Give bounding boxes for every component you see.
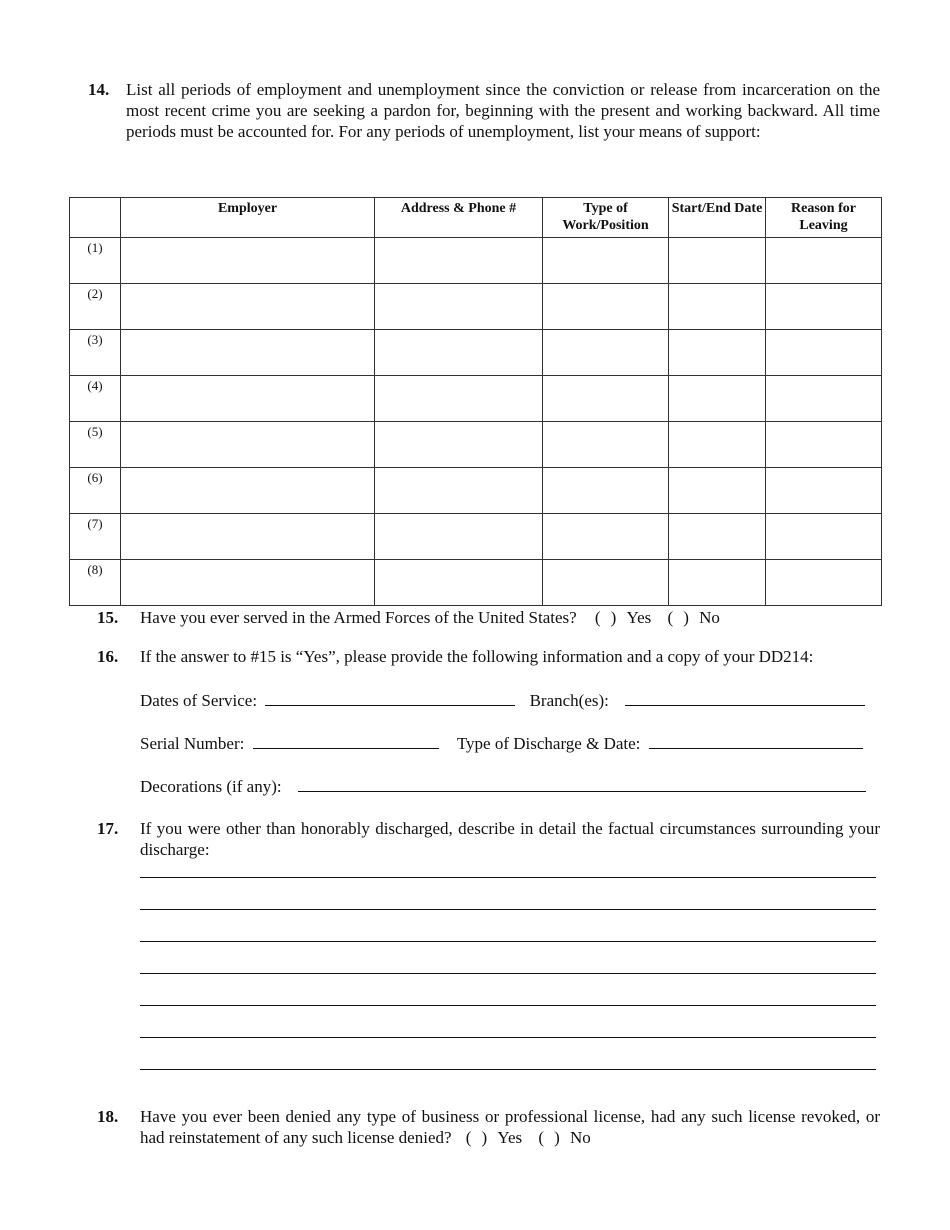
type-of-work-cell[interactable] (543, 468, 669, 514)
table-row (70, 376, 882, 422)
employer-cell[interactable] (121, 376, 375, 422)
start-end-date-cell[interactable] (669, 422, 766, 468)
question-16-text: If the answer to #15 is “Yes”, please provide the following information and a copy of your DD214: (140, 647, 814, 666)
answer-line[interactable] (140, 877, 876, 878)
table-row (70, 330, 882, 376)
table-row (70, 560, 882, 606)
dates-of-service-field[interactable] (265, 689, 515, 706)
no-option[interactable] (668, 607, 720, 628)
reason-for-leaving-cell[interactable] (766, 376, 882, 422)
decorations-label: Decorations (if any): (140, 777, 282, 796)
type-of-work-cell[interactable] (543, 560, 669, 606)
reason-for-leaving-cell[interactable] (766, 468, 882, 514)
start-end-date-cell[interactable] (669, 560, 766, 606)
no-open-paren: ( (667, 608, 674, 627)
start-end-date-cell[interactable] (669, 330, 766, 376)
yes-label: Yes (626, 608, 652, 627)
yes-open-paren: ( (594, 608, 601, 627)
type-of-work-cell[interactable] (543, 330, 669, 376)
question-15-line (140, 607, 720, 628)
question-18-number: 18. (97, 1107, 119, 1126)
answer-line[interactable] (140, 1069, 876, 1070)
answer-line[interactable] (140, 1005, 876, 1006)
row-number: (4) (70, 376, 121, 422)
start-end-date-cell[interactable] (669, 376, 766, 422)
table-row (70, 422, 882, 468)
decorations-line (140, 775, 866, 797)
table-row (70, 284, 882, 330)
yes-option[interactable] (466, 1127, 522, 1148)
discharge-label: Type of Discharge & Date: (456, 734, 641, 753)
address-phone-cell[interactable] (375, 422, 543, 468)
reason-for-leaving-cell[interactable] (766, 330, 882, 376)
reason-for-leaving-cell[interactable] (766, 514, 882, 560)
question-15-number: 15. (97, 608, 119, 627)
question-14-number: 14. (88, 80, 110, 99)
no-close-paren: ) (554, 1128, 560, 1147)
start-end-date-cell[interactable] (669, 284, 766, 330)
answer-line[interactable] (140, 973, 876, 974)
no-close-paren: ) (683, 608, 689, 627)
type-of-work-cell[interactable] (543, 514, 669, 560)
address-phone-cell[interactable] (375, 330, 543, 376)
header-type-of-work: Type of Work/Position (543, 198, 669, 238)
row-number: (6) (70, 468, 121, 514)
no-label: No (699, 608, 720, 627)
employer-cell[interactable] (121, 284, 375, 330)
serial-number-field[interactable] (253, 732, 439, 749)
table-header-row (70, 198, 882, 238)
header-start-end-date: Start/End Date (669, 198, 766, 238)
question-17-text: If you were other than honorably discharged, describe in detail the factual circumstances surrounding your discharge: (140, 819, 880, 859)
header-reason-for-leaving: Reason for Leaving (766, 198, 882, 238)
table-row (70, 468, 882, 514)
question-14-text: List all periods of employment and unemployment since the conviction or release from incarceration on the most recent crime you are seeking a pardon for, beginning with the present and working backward. All time periods must be accounted for. For any periods of unemployment, list your means of support: (126, 80, 880, 141)
table-row (70, 238, 882, 284)
yes-open-paren: ( (465, 1128, 472, 1147)
serial-number-label: Serial Number: (140, 734, 245, 753)
type-of-work-cell[interactable] (543, 422, 669, 468)
row-number: (8) (70, 560, 121, 606)
employment-table (69, 197, 882, 606)
type-of-work-cell[interactable] (543, 284, 669, 330)
employer-cell[interactable] (121, 514, 375, 560)
reason-for-leaving-cell[interactable] (766, 238, 882, 284)
employer-cell[interactable] (121, 468, 375, 514)
yes-label: Yes (497, 1128, 523, 1147)
start-end-date-cell[interactable] (669, 468, 766, 514)
reason-for-leaving-cell[interactable] (766, 560, 882, 606)
decorations-field[interactable] (298, 775, 866, 792)
start-end-date-cell[interactable] (669, 514, 766, 560)
row-number: (7) (70, 514, 121, 560)
address-phone-cell[interactable] (375, 284, 543, 330)
yes-close-paren: ) (610, 608, 617, 627)
row-number: (1) (70, 238, 121, 284)
question-15-text: Have you ever served in the Armed Forces of the United States? (140, 608, 577, 627)
answer-line[interactable] (140, 941, 876, 942)
no-option[interactable] (538, 1127, 590, 1148)
question-16-number: 16. (97, 647, 119, 666)
yes-close-paren: ) (481, 1128, 488, 1147)
discharge-field[interactable] (649, 732, 863, 749)
dates-branch-line (140, 689, 865, 711)
reason-for-leaving-cell[interactable] (766, 422, 882, 468)
reason-for-leaving-cell[interactable] (766, 284, 882, 330)
header-row-number (70, 198, 121, 238)
answer-line[interactable] (140, 1037, 876, 1038)
row-number: (5) (70, 422, 121, 468)
dates-of-service-label: Dates of Service: (140, 691, 258, 710)
employer-cell[interactable] (121, 560, 375, 606)
type-of-work-cell[interactable] (543, 238, 669, 284)
question-18-text: Have you ever been denied any type of business or professional license, had any such license revoked, or had reinstatement of any such license denied? (140, 1107, 880, 1147)
table-row (70, 514, 882, 560)
employer-cell[interactable] (121, 238, 375, 284)
answer-line[interactable] (140, 909, 876, 910)
no-label: No (569, 1128, 591, 1147)
start-end-date-cell[interactable] (669, 238, 766, 284)
yes-option[interactable] (595, 607, 651, 628)
branch-field[interactable] (625, 689, 865, 706)
question-18-body (140, 1106, 880, 1148)
type-of-work-cell[interactable] (543, 376, 669, 422)
address-phone-cell[interactable] (375, 468, 543, 514)
row-number: (2) (70, 284, 121, 330)
address-phone-cell[interactable] (375, 560, 543, 606)
no-open-paren: ( (538, 1128, 545, 1147)
header-address-phone: Address & Phone # (375, 198, 543, 238)
header-employer: Employer (121, 198, 375, 238)
branch-label: Branch(es): (529, 691, 609, 710)
employer-cell[interactable] (121, 330, 375, 376)
serial-discharge-line (140, 732, 863, 754)
address-phone-cell[interactable] (375, 514, 543, 560)
employer-cell[interactable] (121, 422, 375, 468)
row-number: (3) (70, 330, 121, 376)
address-phone-cell[interactable] (375, 238, 543, 284)
question-17-number: 17. (97, 819, 119, 838)
address-phone-cell[interactable] (375, 376, 543, 422)
